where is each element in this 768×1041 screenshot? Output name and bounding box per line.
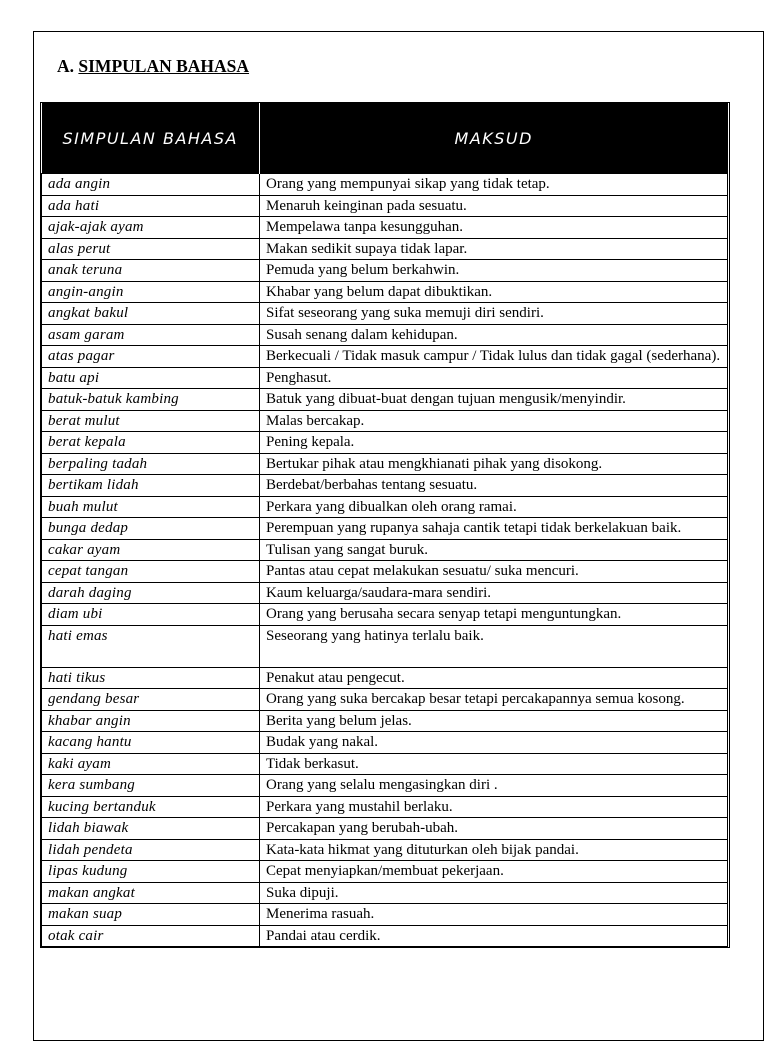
table-row	[42, 195, 728, 217]
idiom-term: angkat bakul	[42, 303, 260, 325]
idiom-meaning: Bertukar pihak atau mengkhianati pihak yang disokong.	[260, 453, 728, 475]
idiom-term: kera sumbang	[42, 775, 260, 797]
idiom-term: berat kepala	[42, 432, 260, 454]
idiom-meaning: Penghasut.	[260, 367, 728, 389]
table-row	[42, 775, 728, 797]
idiom-term: bunga dedap	[42, 518, 260, 540]
table-row	[42, 410, 728, 432]
idiom-term: cakar ayam	[42, 539, 260, 561]
table-row	[42, 861, 728, 883]
idiom-meaning: Perkara yang mustahil berlaku.	[260, 796, 728, 818]
table-row	[42, 496, 728, 518]
idiom-table	[41, 103, 728, 947]
table-row	[42, 217, 728, 239]
table-row	[42, 667, 728, 689]
idiom-meaning: Suka dipuji.	[260, 882, 728, 904]
table-row	[42, 539, 728, 561]
idiom-meaning: Penakut atau pengecut.	[260, 667, 728, 689]
idiom-term: bertikam lidah	[42, 475, 260, 497]
table-row	[42, 625, 728, 667]
idiom-meaning: Cepat menyiapkan/membuat pekerjaan.	[260, 861, 728, 883]
table-row	[42, 303, 728, 325]
idiom-term: otak cair	[42, 925, 260, 947]
idiom-term: atas pagar	[42, 346, 260, 368]
idiom-meaning: Tidak berkasut.	[260, 753, 728, 775]
table-row	[42, 561, 728, 583]
section-heading	[57, 56, 249, 77]
header-maksud: MAKSUD	[260, 103, 728, 174]
idiom-meaning: Berita yang belum jelas.	[260, 710, 728, 732]
idiom-term: ada angin	[42, 174, 260, 196]
idiom-term: berat mulut	[42, 410, 260, 432]
table-row	[42, 475, 728, 497]
idiom-term: anak teruna	[42, 260, 260, 282]
table-row	[42, 260, 728, 282]
idiom-term: lidah pendeta	[42, 839, 260, 861]
idiom-meaning: Budak yang nakal.	[260, 732, 728, 754]
table-row	[42, 753, 728, 775]
idiom-term: berpaling tadah	[42, 453, 260, 475]
idiom-term: alas perut	[42, 238, 260, 260]
idiom-meaning: Mempelawa tanpa kesungguhan.	[260, 217, 728, 239]
idiom-term: darah daging	[42, 582, 260, 604]
idiom-meaning: Malas bercakap.	[260, 410, 728, 432]
idiom-term: makan suap	[42, 904, 260, 926]
table-body	[42, 174, 728, 947]
idiom-meaning: Pandai atau cerdik.	[260, 925, 728, 947]
idiom-term: kucing bertanduk	[42, 796, 260, 818]
section-prefix: A.	[57, 56, 75, 76]
idiom-meaning: Menerima rasuah.	[260, 904, 728, 926]
idiom-meaning: Pemuda yang belum berkahwin.	[260, 260, 728, 282]
table-row	[42, 346, 728, 368]
idiom-meaning: Khabar yang belum dapat dibuktikan.	[260, 281, 728, 303]
idiom-meaning: Orang yang suka bercakap besar tetapi percakapannya semua kosong.	[260, 689, 728, 711]
table-row	[42, 925, 728, 947]
table-row	[42, 818, 728, 840]
idiom-meaning: Seseorang yang hatinya terlalu baik.	[260, 625, 728, 667]
table-row	[42, 604, 728, 626]
table-row	[42, 324, 728, 346]
idiom-meaning: Kata-kata hikmat yang dituturkan oleh bijak pandai.	[260, 839, 728, 861]
table-row	[42, 238, 728, 260]
table-row	[42, 882, 728, 904]
idiom-meaning: Susah senang dalam kehidupan.	[260, 324, 728, 346]
idiom-meaning: Pening kepala.	[260, 432, 728, 454]
idiom-term: gendang besar	[42, 689, 260, 711]
table-frame	[40, 102, 730, 948]
idiom-meaning: Percakapan yang berubah-ubah.	[260, 818, 728, 840]
table-row	[42, 582, 728, 604]
idiom-meaning: Perkara yang dibualkan oleh orang ramai.	[260, 496, 728, 518]
idiom-term: khabar angin	[42, 710, 260, 732]
table-row	[42, 367, 728, 389]
idiom-meaning: Kaum keluarga/saudara-mara sendiri.	[260, 582, 728, 604]
idiom-term: batuk-batuk kambing	[42, 389, 260, 411]
idiom-meaning: Pantas atau cepat melakukan sesuatu/ suka mencuri.	[260, 561, 728, 583]
idiom-meaning: Batuk yang dibuat-buat dengan tujuan mengusik/menyindir.	[260, 389, 728, 411]
table-row	[42, 904, 728, 926]
table-row	[42, 281, 728, 303]
idiom-term: batu api	[42, 367, 260, 389]
idiom-term: lidah biawak	[42, 818, 260, 840]
idiom-term: buah mulut	[42, 496, 260, 518]
idiom-meaning: Makan sedikit supaya tidak lapar.	[260, 238, 728, 260]
table-row	[42, 174, 728, 196]
idiom-meaning: Tulisan yang sangat buruk.	[260, 539, 728, 561]
table-row	[42, 732, 728, 754]
idiom-term: diam ubi	[42, 604, 260, 626]
idiom-term: angin-angin	[42, 281, 260, 303]
idiom-meaning: Orang yang mempunyai sikap yang tidak tetap.	[260, 174, 728, 196]
idiom-meaning: Orang yang berusaha secara senyap tetapi menguntungkan.	[260, 604, 728, 626]
idiom-term: lipas kudung	[42, 861, 260, 883]
table-row	[42, 389, 728, 411]
idiom-term: hati tikus	[42, 667, 260, 689]
table-header-row	[42, 103, 728, 174]
idiom-meaning: Sifat seseorang yang suka memuji diri sendiri.	[260, 303, 728, 325]
idiom-term: kaki ayam	[42, 753, 260, 775]
idiom-term: kacang hantu	[42, 732, 260, 754]
section-title: SIMPULAN BAHASA	[78, 56, 250, 76]
table-row	[42, 518, 728, 540]
table-row	[42, 710, 728, 732]
table-row	[42, 839, 728, 861]
idiom-meaning: Menaruh keinginan pada sesuatu.	[260, 195, 728, 217]
table-row	[42, 453, 728, 475]
idiom-term: hati emas	[42, 625, 260, 667]
header-simpulan-bahasa: SIMPULAN BAHASA	[42, 103, 260, 174]
table-row	[42, 432, 728, 454]
idiom-term: ada hati	[42, 195, 260, 217]
idiom-meaning: Perempuan yang rupanya sahaja cantik tetapi tidak berkelakuan baik.	[260, 518, 728, 540]
idiom-meaning: Berdebat/berbahas tentang sesuatu.	[260, 475, 728, 497]
idiom-term: makan angkat	[42, 882, 260, 904]
table-row	[42, 796, 728, 818]
idiom-term: asam garam	[42, 324, 260, 346]
idiom-term: cepat tangan	[42, 561, 260, 583]
idiom-meaning: Orang yang selalu mengasingkan diri .	[260, 775, 728, 797]
idiom-term: ajak-ajak ayam	[42, 217, 260, 239]
idiom-meaning: Berkecuali / Tidak masuk campur / Tidak lulus dan tidak gagal (sederhana).	[260, 346, 728, 368]
table-row	[42, 689, 728, 711]
